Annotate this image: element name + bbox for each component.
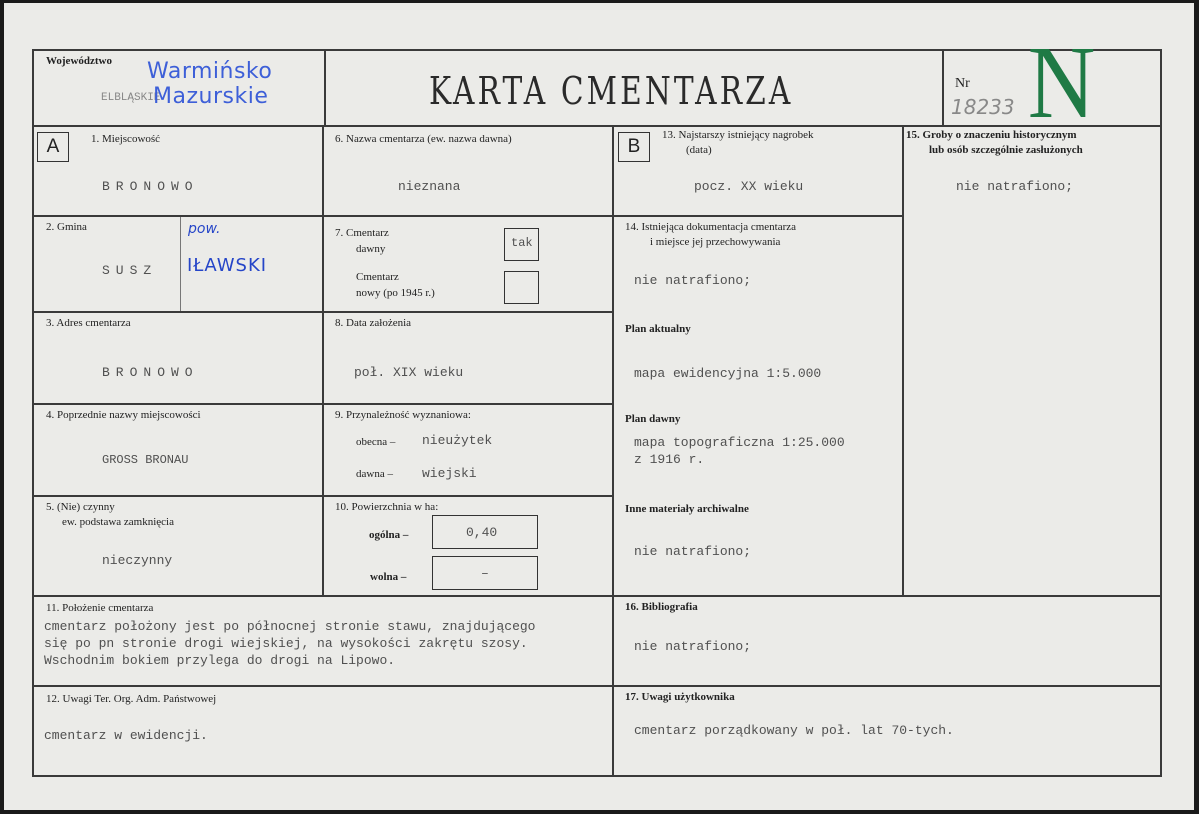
field-1-value: BRONOWO [102, 179, 199, 194]
field-2-value: SUSZ [102, 263, 158, 278]
field-15-label-1: 15. Groby o znaczeniu historycznym [906, 129, 1077, 141]
stamp-line-1: Warmińsko [147, 59, 273, 84]
cemetery-card [4, 3, 1194, 810]
field-5-value: nieczynny [102, 553, 173, 568]
field-9-obecna-value: nieużytek [422, 433, 493, 448]
field-8-label: 8. Data założenia [335, 317, 412, 329]
stamp-line-2: Mazurskie [153, 84, 269, 109]
page-title: KARTA CMENTARZA [429, 69, 794, 113]
col-line-2 [612, 125, 614, 777]
field-6-label: 6. Nazwa cmentarza (ew. nazwa dawna) [335, 133, 512, 145]
field-5-label-1: 5. (Nie) czynny [46, 501, 115, 513]
field-7-tak: tak [511, 236, 533, 250]
nr-handwritten: 18233 [951, 95, 1015, 119]
frame-left [32, 49, 34, 777]
field-13-value: pocz. XX wieku [694, 179, 804, 194]
field-14-plan-aktualny-label: Plan aktualny [625, 323, 691, 335]
field-14-label-2: i miejsce jej przechowywania [650, 236, 781, 248]
field-7-nowy-checkbox [504, 271, 539, 304]
voivodeship-label: Województwo [46, 55, 112, 67]
field-7-dawny: dawny [356, 243, 386, 255]
field-6-value: nieznana [398, 179, 461, 194]
field-14-plan-dawny-value-2: z 1916 r. [634, 452, 705, 467]
voivodeship-typed: ELBLĄSKIE [101, 92, 161, 104]
field-3-value: BRONOWO [102, 365, 199, 380]
frame-right [1160, 49, 1162, 777]
frame-bottom [32, 775, 1162, 777]
section-a-letter: A [37, 132, 69, 162]
field-12-value: cmentarz w ewidencji. [44, 728, 208, 743]
field-7-label: 7. Cmentarz [335, 227, 389, 239]
field-7-nowy-label-1: Cmentarz [356, 271, 399, 283]
field-1-label: 1. Miejscowość [91, 133, 161, 145]
field-14-inne-value: nie natrafiono; [634, 544, 752, 559]
field-17-label: 17. Uwagi użytkownika [625, 691, 735, 703]
field-8-value: poł. XIX wieku [354, 365, 464, 380]
field-10-label: 10. Powierzchnia w ha: [335, 501, 439, 513]
field-9-dawna-value: wiejski [422, 466, 477, 481]
field-11-line-1: cmentarz położony jest po północnej stronie stawu, znajdującego [44, 619, 536, 634]
field-11-line-3: Wschodnim bokiem przylega do drogi na Lipowo. [44, 653, 396, 668]
field-10-ogolna-value: 0,40 [466, 525, 498, 540]
field-10-wolna-label: wolna – [370, 571, 407, 583]
section-b-letter: B [618, 132, 650, 162]
field-2-hand-note: pow. [188, 221, 221, 237]
field-14-plan-dawny-label: Plan dawny [625, 413, 681, 425]
row-line-a6 [32, 685, 1162, 687]
field-15-value: nie natrafiono; [956, 179, 1074, 194]
nr-label: Nr [955, 76, 970, 91]
field-2-label: 2. Gmina [46, 221, 87, 233]
row-line-a2 [32, 311, 614, 313]
row-line-a5 [32, 595, 1162, 597]
field-15-label-2: lub osób szczególnie zasłużonych [929, 144, 1083, 156]
field-17-value: cmentarz porządkowany w poł. lat 70-tych. [634, 723, 954, 738]
row-line-a1 [32, 215, 902, 217]
field-14-label-1: 14. Istniejąca dokumentacja cmentarza [625, 221, 797, 233]
field-10-wolna-value: – [481, 566, 489, 581]
field-11-label: 11. Położenie cmentarza [46, 602, 154, 614]
field-13-label-2: (data) [686, 144, 712, 156]
field-7-nowy-label-2: nowy (po 1945 r.) [356, 287, 435, 299]
field-12-label: 12. Uwagi Ter. Org. Adm. Państwowej [46, 693, 217, 705]
field-14-value: nie natrafiono; [634, 273, 752, 288]
field-10-ogolna-label: ogólna – [369, 529, 409, 541]
row-line-a4 [32, 495, 614, 497]
field-13-label-1: 13. Najstarszy istniejący nagrobek [662, 129, 814, 141]
row-line-a3 [32, 403, 614, 405]
big-letter-n: N [1027, 25, 1096, 140]
field-9-obecna-label: obecna – [356, 436, 396, 448]
header-divider-right [942, 49, 944, 127]
header-divider-left [324, 49, 326, 127]
field-14-inne-label: Inne materiały archiwalne [625, 503, 749, 515]
field-16-value: nie natrafiono; [634, 639, 752, 654]
field-2-hand-value: IŁAWSKI [187, 255, 268, 276]
field-11-line-2: się po pn stronie drogi wiejskiej, na wysokości zakrętu szosy. [44, 636, 528, 651]
field-14-plan-aktualny-value: mapa ewidencyjna 1:5.000 [634, 366, 822, 381]
col-line-1 [322, 125, 324, 597]
gmina-subdivider [180, 216, 181, 312]
header-bottom [32, 125, 1162, 127]
field-5-label-2: ew. podstawa zamknięcia [62, 516, 174, 528]
col-line-3 [902, 125, 904, 597]
field-16-label: 16. Bibliografia [625, 601, 698, 613]
field-9-dawna-label: dawna – [356, 468, 393, 480]
field-3-label: 3. Adres cmentarza [46, 317, 131, 329]
field-4-label: 4. Poprzednie nazwy miejscowości [46, 409, 201, 421]
frame-top [32, 49, 1162, 51]
field-4-value: GROSS BRONAU [102, 453, 189, 467]
field-14-plan-dawny-value-1: mapa topograficzna 1:25.000 [634, 435, 845, 450]
field-9-label: 9. Przynależność wyznaniowa: [335, 409, 471, 421]
